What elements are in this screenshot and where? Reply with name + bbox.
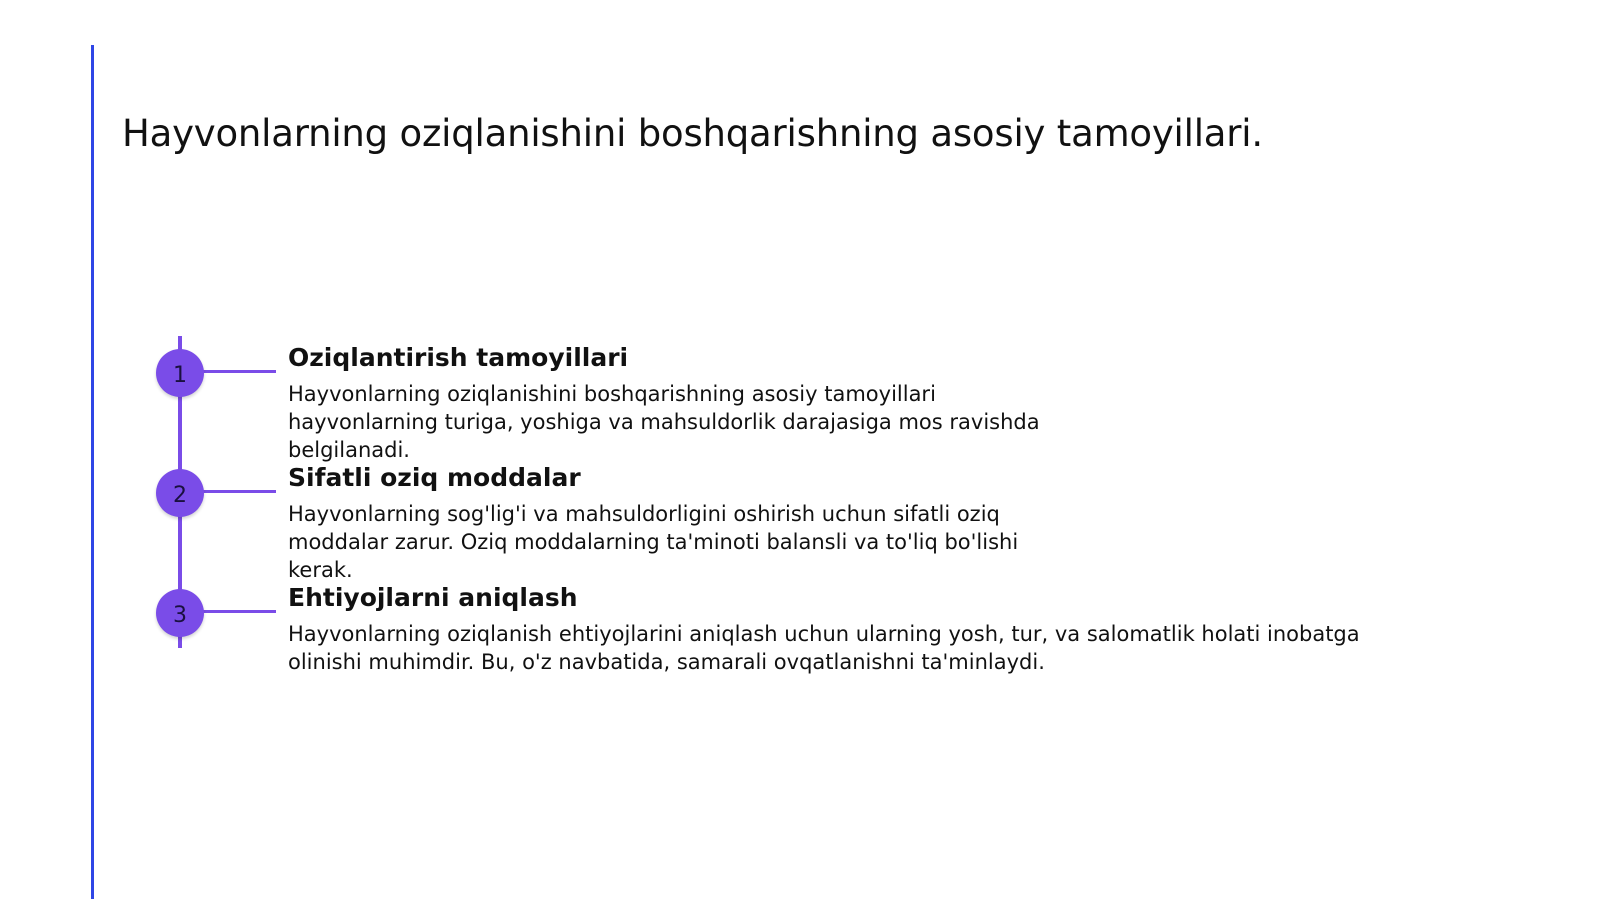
step-title: Ehtiyojlarni aniqlash <box>288 583 578 612</box>
step-title: Sifatli oziq moddalar <box>288 463 581 492</box>
step-number: 2 <box>173 482 187 508</box>
step-description: Hayvonlarning oziqlanishini boshqarishning asosiy tamoyillari hayvonlarning turiga, yoshiga va mahsuldorlik darajasiga mos ravishda belgilanadi. <box>288 382 1040 462</box>
step-description: Hayvonlarning sog'lig'i va mahsuldorligini oshirish uchun sifatli oziq moddalar zarur. Oziq moddalarning ta'minoti balansli va to'liq bo'lishi kerak. <box>288 502 1019 582</box>
step-number-badge <box>156 469 204 517</box>
slide-title: Hayvonlarning oziqlanishini boshqarishning asosiy tamoyillari. <box>122 112 1263 155</box>
step-number: 3 <box>173 602 187 628</box>
step-title: Oziqlantirish tamoyillari <box>288 343 629 372</box>
step-number-badge <box>156 349 204 397</box>
step-number: 1 <box>173 362 187 388</box>
step-description: Hayvonlarning oziqlanish ehtiyojlarini aniqlash uchun ularning yosh, tur, va salomatlik holati inobatga olinishi muhimdir. Bu, o'z navbatida, samarali ovqatlanishni ta'minlaydi. <box>288 622 1360 674</box>
step-number-badge <box>156 589 204 637</box>
